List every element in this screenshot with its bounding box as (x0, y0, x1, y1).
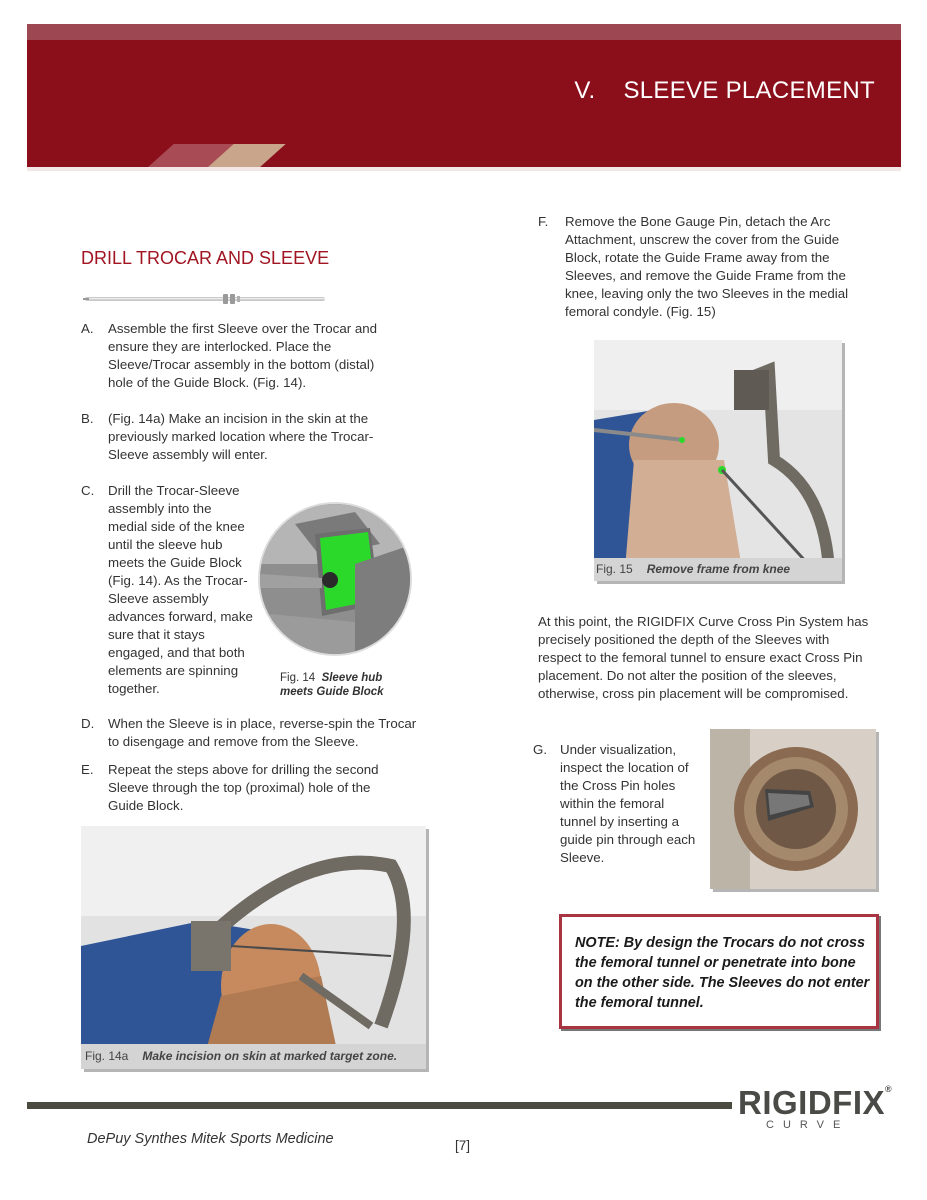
fig-15-caption (596, 562, 790, 576)
fig-14-image (258, 502, 412, 656)
fig-14a-caption (85, 1049, 397, 1063)
section-title-text: SLEEVE PLACEMENT (623, 77, 875, 104)
fig-14-caption-line1: Sleeve hub (321, 672, 383, 684)
step-a (81, 320, 401, 392)
step-letter: F. (538, 214, 549, 229)
fig-14-caption (280, 671, 384, 699)
step-d (81, 715, 421, 751)
step-letter: E. (81, 762, 94, 777)
step-e (81, 761, 401, 815)
fig-14-label: Fig. 14 (280, 672, 316, 684)
logo-wordmark: RIGIDFIX (738, 1084, 886, 1121)
note-text: NOTE: By design the Trocars do not cross the femoral tunnel or penetrate into bone on the other side. The Sleeves do not enter the femoral tunnel. (575, 935, 870, 1011)
step-text: Under visualization, inspect the location of the Cross Pin holes within the femoral tunnel by inserting a guide pin through each Sleeve. (560, 742, 696, 865)
step-b (81, 410, 401, 464)
fig-14a-label: Fig. 14a (85, 1049, 129, 1063)
page-heading: DRILL TROCAR AND SLEEVE (81, 248, 330, 268)
fig-14a (81, 826, 426, 1069)
rigidfix-logo (738, 1084, 893, 1131)
step-g (533, 741, 703, 867)
step-letter: G. (533, 742, 548, 757)
logo-registered: ® (885, 1084, 893, 1094)
step-text: Repeat the steps above for drilling the second Sleeve through the top (proximal) hole of the Guide Block. (108, 762, 379, 813)
step-text: Drill the Trocar-Sleeve assembly into the medial side of the knee until the sleeve hub meets the Guide Block (Fig. 14). As the Trocar-Sleeve assembly advances forward, make sure that it stays engaged, and that both elements are spinning together. (108, 483, 253, 696)
fig-15-caption-text: Remove frame from knee (646, 562, 791, 576)
step-text: Remove the Bone Gauge Pin, detach the Arc Attachment, unscrew the cover from the Guide Block, rotate the Guide Frame away from the Sleeves, and remove the Guide Frame from the knee, leaving only the two Sleeves in the medial femoral condyle. (Fig. 15) (565, 214, 849, 319)
step-letter: D. (81, 716, 95, 731)
step-letter: A. (81, 321, 94, 336)
footer-bar (27, 1102, 732, 1109)
section-title (574, 77, 875, 105)
note-box (559, 914, 879, 1029)
fig-14a-image (81, 826, 426, 1069)
footer-company: DePuy Synthes Mitek Sports Medicine (87, 1131, 334, 1147)
step-text: Assemble the first Sleeve over the Trocar and ensure they are interlocked. Place the Sleeve/Trocar assembly in the bottom (distal) hole of the Guide Block. (Fig. 14). (108, 321, 378, 390)
step-letter: B. (81, 411, 94, 426)
page-number: [7] (455, 1138, 471, 1153)
banner-bottom-strip (27, 167, 901, 171)
step-text: When the Sleeve is in place, reverse-spin the Trocar to disengage and remove from the Sleeve. (108, 716, 417, 749)
paragraph-text: At this point, the RIGIDFIX Curve Cross Pin System has precisely positioned the depth of the Sleeves with respect to the femoral tunnel to ensure exact Cross Pin placement. Do not alter the position of the sleeves, otherwise, cross pin placement will be compromised. (538, 614, 869, 701)
fig-15-image (594, 340, 842, 581)
banner-top-strip (27, 24, 901, 40)
section-number: V. (574, 77, 596, 104)
position-paragraph (538, 613, 876, 703)
step-text: (Fig. 14a) Make an incision in the skin at the previously marked location where the Trocar-Sleeve assembly will enter. (108, 411, 374, 462)
fig-15-label: Fig. 15 (596, 562, 633, 576)
fig-tunnel-image (710, 729, 876, 889)
fig-14-caption-line2: meets Guide Block (280, 686, 384, 698)
step-letter: C. (81, 483, 95, 498)
step-f (538, 213, 863, 321)
fig-15 (594, 340, 842, 581)
logo-subtitle: CURVE (766, 1119, 850, 1131)
fig-14a-caption-text: Make incision on skin at marked target zone. (142, 1049, 398, 1063)
step-c (81, 482, 253, 698)
trocar-sleeve-image (83, 292, 325, 306)
